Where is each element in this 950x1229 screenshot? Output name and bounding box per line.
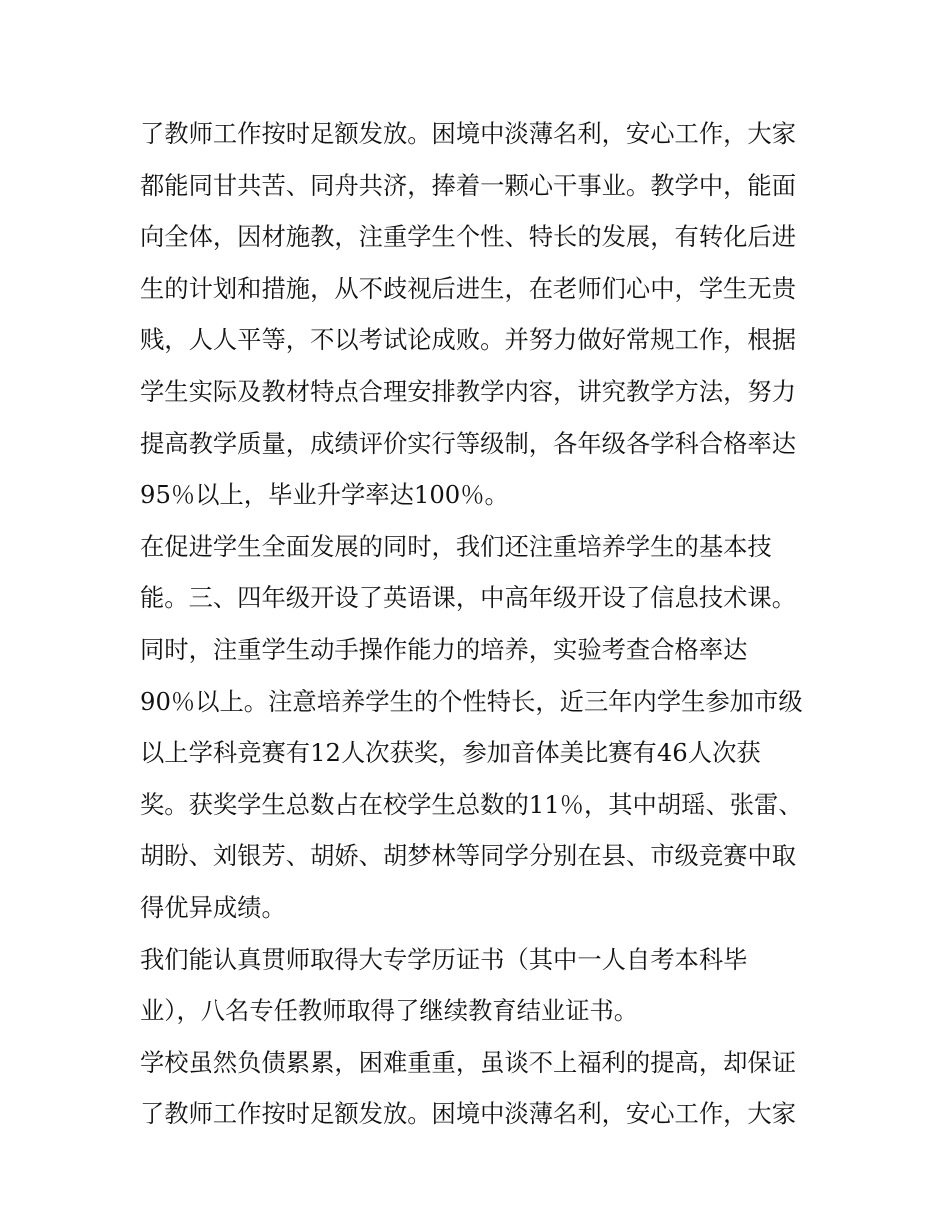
text-line: 提高教学质量，成绩评价实行等级制，各年级各学科合格率达 (140, 428, 797, 458)
text-line: 都能同甘共苦、同舟共济，捧着一颗心干事业。教学中，能面 (140, 170, 797, 200)
text-line: 向全体，因材施教，注重学生个性、特长的发展，有转化后进 (140, 222, 797, 252)
text-line: 了教师工作按时足额发放。困境中淡薄名利，安心工作，大家 (140, 119, 797, 148)
text-line: 90％以上。注意培养学生的个性特长，近三年内学生参加市级 (140, 686, 803, 716)
text-line: 95％以上，毕业升学率达100％。 (140, 480, 509, 510)
text-line: 生的计划和措施，从不歧视后进生，在老师们心中，学生无贵 (140, 273, 797, 303)
text-line: 在促进学生全面发展的同时，我们还注重培养学生的基本技 (140, 531, 772, 561)
text-line: 奖。获奖学生总数占在校学生总数的11％，其中胡瑶、张雷、 (140, 789, 803, 819)
text-line: 得优异成绩。 (140, 892, 286, 922)
document-body (140, 108, 820, 1140)
text-line: 业），八名专任教师取得了继续教育结业证书。 (140, 996, 639, 1026)
text-line: 以上学科竞赛有12人次获奖，参加音体美比赛有46人次获 (140, 738, 761, 768)
text-line: 能。三、四年级开设了英语课，中高年级开设了信息技术课。 (140, 583, 797, 613)
text-line: 了教师工作按时足额发放。困境中淡薄名利，安心工作，大家 (140, 1099, 797, 1129)
text-line: 贱，人人平等，不以考试论成败。并努力做好常规工作，根据 (140, 325, 797, 355)
text-line: 学生实际及教材特点合理安排教学内容，讲究教学方法，努力 (140, 376, 797, 406)
text-line: 我们能认真贯师取得大专学历证书（其中一人自考本科毕 (140, 944, 748, 974)
text-line: 学校虽然负债累累，困难重重，虽谈不上福利的提高，却保证 (140, 1047, 797, 1077)
text-line: 同时，注重学生动手操作能力的培养，实验考查合格率达 (140, 634, 748, 664)
text-line: 胡盼、刘银芳、胡娇、胡梦林等同学分别在县、市级竞赛中取 (140, 841, 797, 871)
